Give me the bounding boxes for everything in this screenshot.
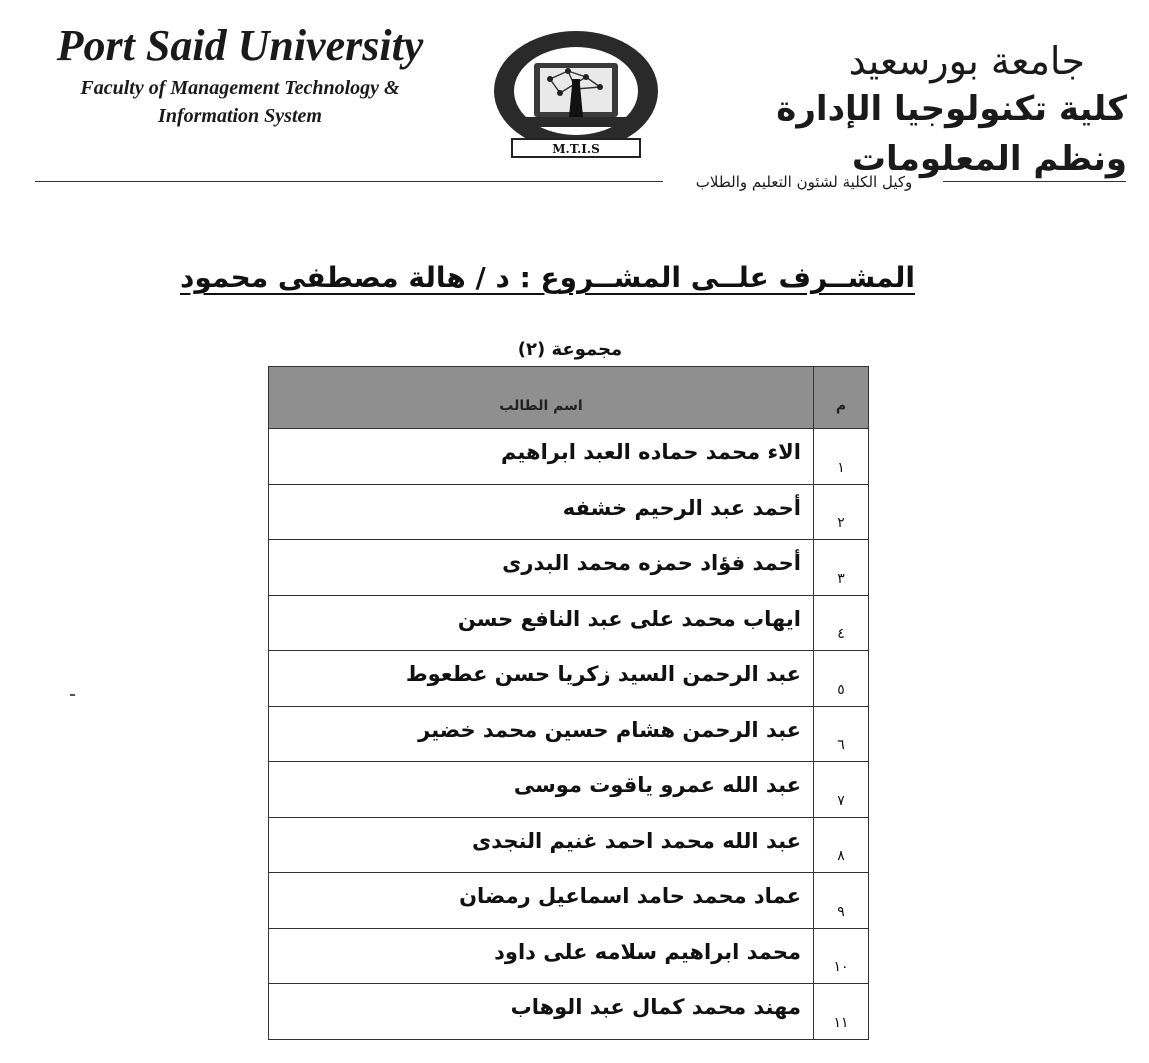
table-row <box>269 651 869 707</box>
table-row <box>269 429 869 485</box>
row-number: ٨ <box>814 817 869 873</box>
student-name: الاء محمد حماده العبد ابراهيم <box>269 429 814 485</box>
student-name: أحمد فؤاد حمزه محمد البدرى <box>269 540 814 596</box>
row-number: ٤ <box>814 595 869 651</box>
row-number: ٥ <box>814 651 869 707</box>
table-row <box>269 928 869 984</box>
university-header-english <box>30 18 450 130</box>
group-label: مجموعة (٢) <box>517 339 623 360</box>
faculty-name-ar: كلية تكنولوجيا الإدارة ونظم المعلومات <box>776 89 1127 179</box>
row-number: ١٠ <box>814 928 869 984</box>
student-name: عبد الرحمن السيد زكريا حسن عطعوط <box>269 651 814 707</box>
faculty-logo <box>488 27 664 159</box>
row-number: ٣ <box>814 540 869 596</box>
table-row <box>269 984 869 1040</box>
table-header-row <box>269 367 869 429</box>
student-name: عبد الله عمرو ياقوت موسى <box>269 762 814 818</box>
table-row <box>269 817 869 873</box>
student-name: عبد الله محمد احمد غنيم النجدى <box>269 817 814 873</box>
supervisor-text: المشــرف علــى المشــروع : د / هالة مصطفى محمود <box>179 261 915 294</box>
stray-mark <box>70 694 75 696</box>
supervisor-heading <box>150 256 915 300</box>
table-row <box>269 595 869 651</box>
student-name: محمد ابراهيم سلامه على داود <box>269 928 814 984</box>
row-number: ١ <box>814 429 869 485</box>
students-table <box>268 366 869 1040</box>
row-number: ١١ <box>814 984 869 1040</box>
student-name: أحمد عبد الرحيم خشفه <box>269 484 814 540</box>
logo-caption: M.T.I.S <box>552 142 600 156</box>
header-divider-left <box>35 181 663 182</box>
vice-dean-label: وكيل الكلية لشئون التعليم والطلاب <box>695 173 913 191</box>
table-row <box>269 873 869 929</box>
university-name-ar: جامعة بورسعيد <box>848 39 1085 83</box>
student-name: عماد محمد حامد اسماعيل رمضان <box>269 873 814 929</box>
row-number: ٧ <box>814 762 869 818</box>
row-number: ٦ <box>814 706 869 762</box>
table-row <box>269 706 869 762</box>
student-name: عبد الرحمن هشام حسين محمد خضير <box>269 706 814 762</box>
name-column-header: اسم الطالب <box>269 367 814 429</box>
row-number: ٢ <box>814 484 869 540</box>
student-name: مهند محمد كمال عبد الوهاب <box>269 984 814 1040</box>
university-header-arabic <box>727 38 1127 184</box>
table-row <box>269 484 869 540</box>
header-divider-right <box>943 181 1126 182</box>
faculty-name-en-line2: Information System <box>158 105 322 127</box>
number-column-header: م <box>814 367 869 429</box>
row-number: ٩ <box>814 873 869 929</box>
faculty-name-en-line1: Faculty of Management Technology & <box>80 77 400 99</box>
university-name-en: Port Said University <box>56 21 424 70</box>
student-name: ايهاب محمد على عبد النافع حسن <box>269 595 814 651</box>
table-row <box>269 540 869 596</box>
table-row <box>269 762 869 818</box>
